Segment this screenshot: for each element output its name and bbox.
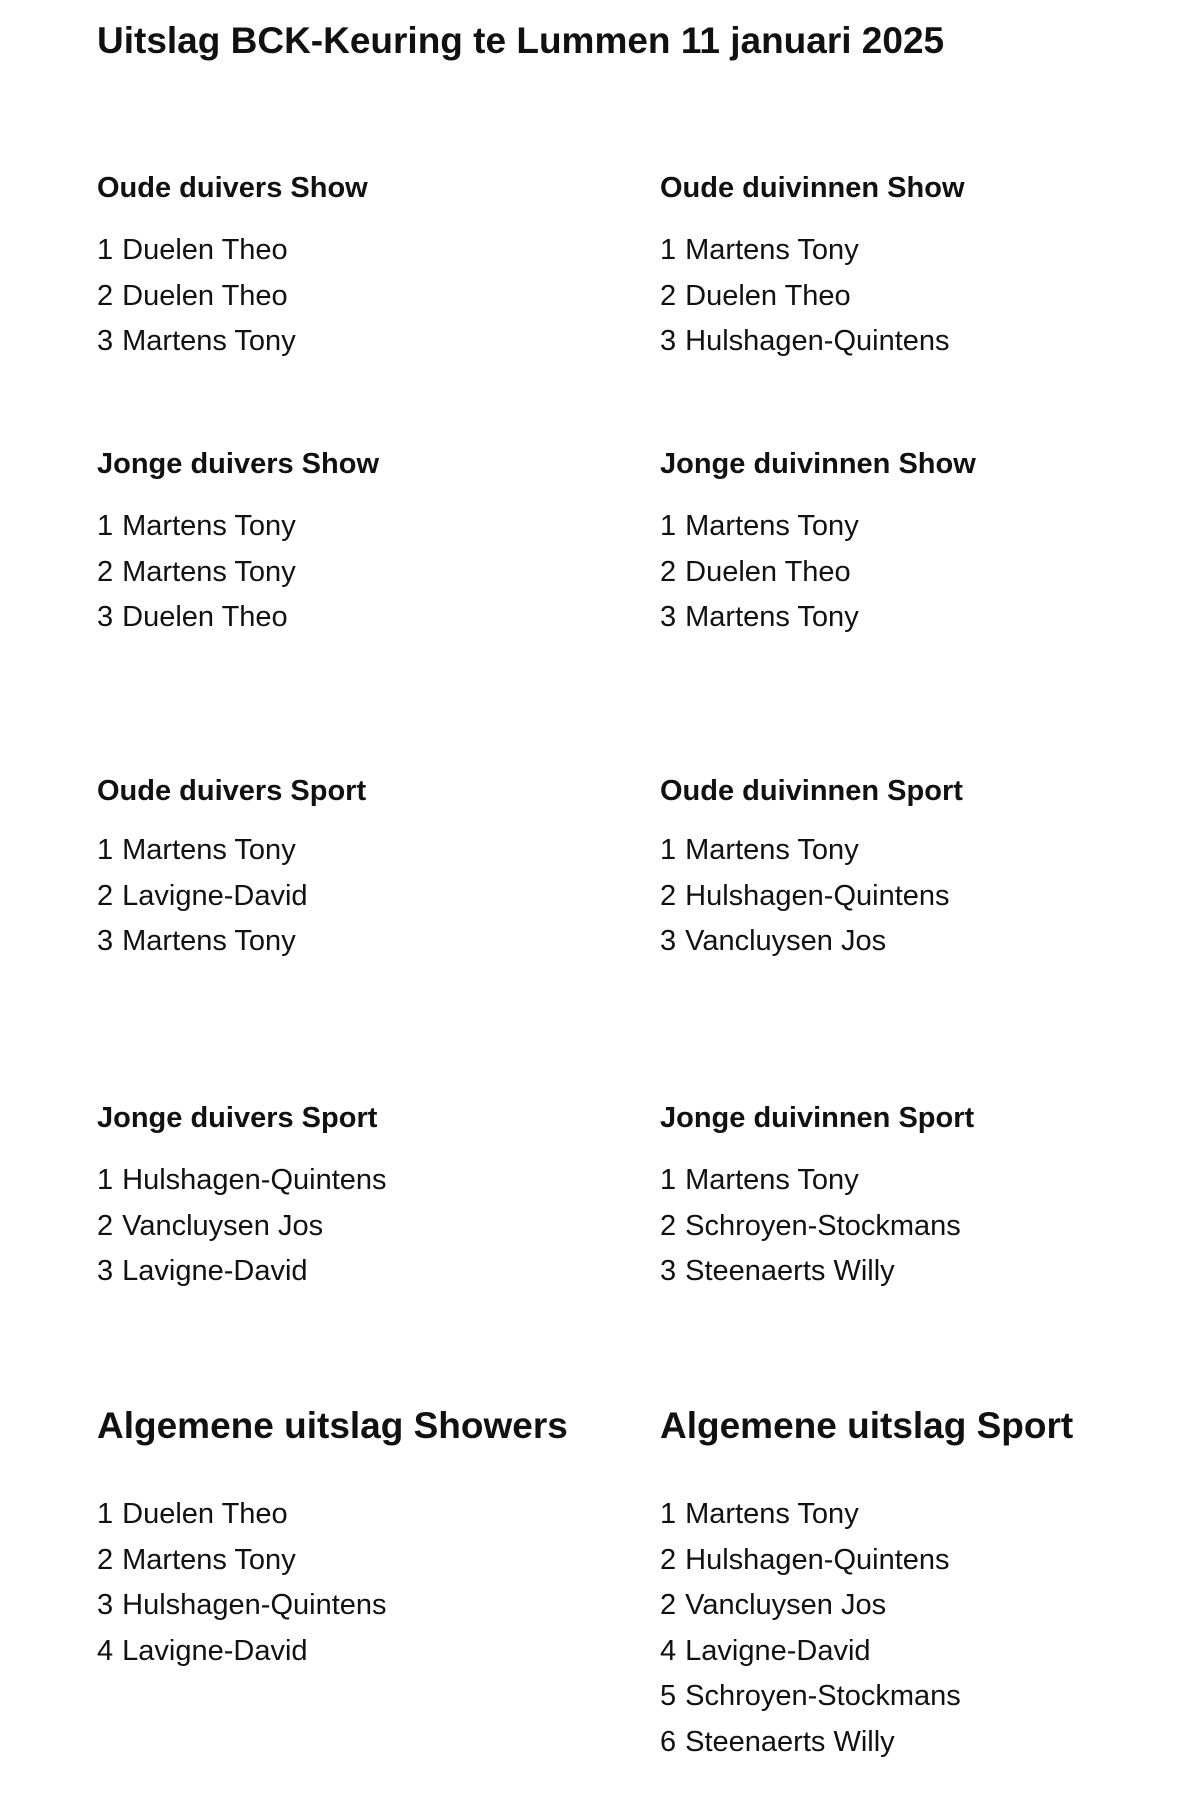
- results-list: [97, 504, 637, 641]
- result-rank: 3: [97, 925, 114, 957]
- results-list: [660, 228, 1200, 365]
- list-item: [660, 1674, 1200, 1720]
- list-item: [660, 1492, 1200, 1538]
- result-rank: 2: [660, 555, 677, 588]
- result-rank: 1: [660, 510, 677, 542]
- result-name: Hulshagen-Quintens: [685, 1543, 950, 1576]
- section-title: Oude duivinnen Sport: [660, 775, 963, 807]
- list-item: [660, 1249, 1200, 1295]
- result-rank: 2: [660, 1209, 677, 1242]
- result-name: Martens Tony: [122, 834, 296, 866]
- result-name: Hulshagen-Quintens: [685, 879, 950, 912]
- results-list: [660, 1158, 1200, 1295]
- section-oude-duivinnen-sport: [660, 771, 1200, 965]
- result-name: Vancluysen Jos: [685, 925, 887, 957]
- results-list: [660, 828, 1200, 965]
- result-name: Martens Tony: [685, 1164, 859, 1196]
- list-item: [660, 595, 1200, 641]
- list-item: [660, 1158, 1200, 1204]
- section-oude-duivers-show: [97, 168, 637, 365]
- list-item: [660, 919, 1200, 965]
- section-title: Algemene uitslag Showers: [97, 1405, 568, 1446]
- section-algemene-uitslag-sport: [660, 1400, 1200, 1765]
- list-item: [660, 550, 1200, 596]
- result-rank: 2: [660, 879, 677, 912]
- result-rank: 6: [660, 1725, 677, 1758]
- list-item: [97, 1538, 637, 1584]
- section-oude-duivers-sport: [97, 771, 637, 965]
- result-rank: 3: [97, 601, 114, 633]
- result-name: Schroyen-Stockmans: [685, 1680, 961, 1712]
- result-name: Martens Tony: [122, 555, 296, 588]
- result-rank: 1: [97, 234, 114, 266]
- results-list: [97, 1158, 637, 1295]
- result-rank: 2: [97, 279, 114, 312]
- list-item: [660, 1720, 1200, 1766]
- result-name: Duelen Theo: [122, 601, 288, 633]
- result-name: Lavigne-David: [685, 1634, 871, 1667]
- section-title: Oude duivers Sport: [97, 775, 367, 807]
- result-name: Vancluysen Jos: [122, 1209, 324, 1242]
- result-rank: 1: [660, 1164, 677, 1196]
- list-item: [97, 1249, 637, 1295]
- results-list: [97, 228, 637, 365]
- list-item: [97, 828, 637, 874]
- result-rank: 3: [660, 601, 677, 633]
- result-name: Martens Tony: [685, 1498, 859, 1530]
- result-name: Duelen Theo: [122, 1498, 288, 1530]
- result-name: Martens Tony: [122, 325, 296, 357]
- list-item: [660, 828, 1200, 874]
- list-item: [97, 1583, 637, 1629]
- result-rank: 3: [660, 325, 677, 357]
- result-name: Martens Tony: [685, 601, 859, 633]
- list-item: [97, 1158, 637, 1204]
- list-item: [97, 319, 637, 365]
- results-list: [97, 828, 637, 965]
- result-rank: 2: [660, 1589, 677, 1621]
- section-oude-duivinnen-show: [660, 168, 1200, 365]
- result-name: Schroyen-Stockmans: [685, 1209, 961, 1242]
- list-item: [97, 595, 637, 641]
- result-name: Duelen Theo: [122, 234, 288, 266]
- list-item: [97, 1204, 637, 1250]
- result-rank: 2: [660, 1543, 677, 1576]
- result-name: Lavigne-David: [122, 1255, 308, 1287]
- list-item: [97, 274, 637, 320]
- list-item: [97, 874, 637, 920]
- result-name: Hulshagen-Quintens: [685, 325, 950, 357]
- list-item: [660, 1629, 1200, 1675]
- results-list: [97, 1492, 637, 1674]
- result-rank: 2: [97, 1543, 114, 1576]
- list-item: [97, 228, 637, 274]
- list-item: [660, 1538, 1200, 1584]
- section-jonge-duivers-sport: [97, 1098, 637, 1295]
- result-rank: 5: [660, 1680, 677, 1712]
- result-rank: 3: [660, 1255, 677, 1287]
- section-title: Oude duivinnen Show: [660, 172, 965, 204]
- result-rank: 1: [660, 1498, 677, 1530]
- result-name: Lavigne-David: [122, 879, 308, 912]
- result-rank: 2: [97, 555, 114, 588]
- result-rank: 1: [97, 510, 114, 542]
- result-name: Martens Tony: [685, 510, 859, 542]
- list-item: [660, 228, 1200, 274]
- result-name: Martens Tony: [685, 234, 859, 266]
- results-list: [660, 1492, 1200, 1765]
- list-item: [660, 504, 1200, 550]
- list-item: [660, 274, 1200, 320]
- result-rank: 3: [97, 325, 114, 357]
- result-name: Steenaerts Willy: [685, 1255, 895, 1287]
- list-item: [97, 1629, 637, 1675]
- result-name: Vancluysen Jos: [685, 1589, 887, 1621]
- result-rank: 1: [660, 234, 677, 266]
- result-name: Martens Tony: [122, 510, 296, 542]
- result-name: Duelen Theo: [122, 279, 288, 312]
- result-name: Hulshagen-Quintens: [122, 1164, 387, 1196]
- result-name: Steenaerts Willy: [685, 1725, 895, 1758]
- result-rank: 2: [97, 879, 114, 912]
- result-rank: 2: [97, 1209, 114, 1242]
- section-title: Jonge duivinnen Sport: [660, 1102, 975, 1134]
- results-list: [660, 504, 1200, 641]
- section-algemene-uitslag-showers: [97, 1400, 637, 1674]
- result-rank: 4: [97, 1634, 114, 1667]
- list-item: [660, 874, 1200, 920]
- result-rank: 1: [97, 1498, 114, 1530]
- result-name: Martens Tony: [685, 834, 859, 866]
- list-item: [97, 504, 637, 550]
- list-item: [660, 319, 1200, 365]
- section-title: Jonge duivers Show: [97, 448, 379, 480]
- section-jonge-duivinnen-sport: [660, 1098, 1200, 1295]
- result-name: Martens Tony: [122, 925, 296, 957]
- list-item: [660, 1583, 1200, 1629]
- result-rank: 3: [660, 925, 677, 957]
- result-rank: 3: [97, 1589, 114, 1621]
- list-item: [97, 550, 637, 596]
- result-rank: 3: [97, 1255, 114, 1287]
- list-item: [97, 1492, 637, 1538]
- result-name: Duelen Theo: [685, 555, 851, 588]
- result-name: Hulshagen-Quintens: [122, 1589, 387, 1621]
- list-item: [97, 919, 637, 965]
- result-name: Martens Tony: [122, 1543, 296, 1576]
- section-title: Jonge duivers Sport: [97, 1102, 378, 1134]
- section-jonge-duivers-show: [97, 444, 637, 641]
- section-jonge-duivinnen-show: [660, 444, 1200, 641]
- result-rank: 2: [660, 279, 677, 312]
- section-title: Algemene uitslag Sport: [660, 1405, 1074, 1446]
- list-item: [660, 1204, 1200, 1250]
- result-name: Duelen Theo: [685, 279, 851, 312]
- section-title: Jonge duivinnen Show: [660, 448, 976, 480]
- result-rank: 4: [660, 1634, 677, 1667]
- result-rank: 1: [97, 1164, 114, 1196]
- section-title: Oude duivers Show: [97, 172, 368, 204]
- result-name: Lavigne-David: [122, 1634, 308, 1667]
- page-title: Uitslag BCK-Keuring te Lummen 11 januari 2025: [97, 20, 945, 61]
- result-rank: 1: [660, 834, 677, 866]
- result-rank: 1: [97, 834, 114, 866]
